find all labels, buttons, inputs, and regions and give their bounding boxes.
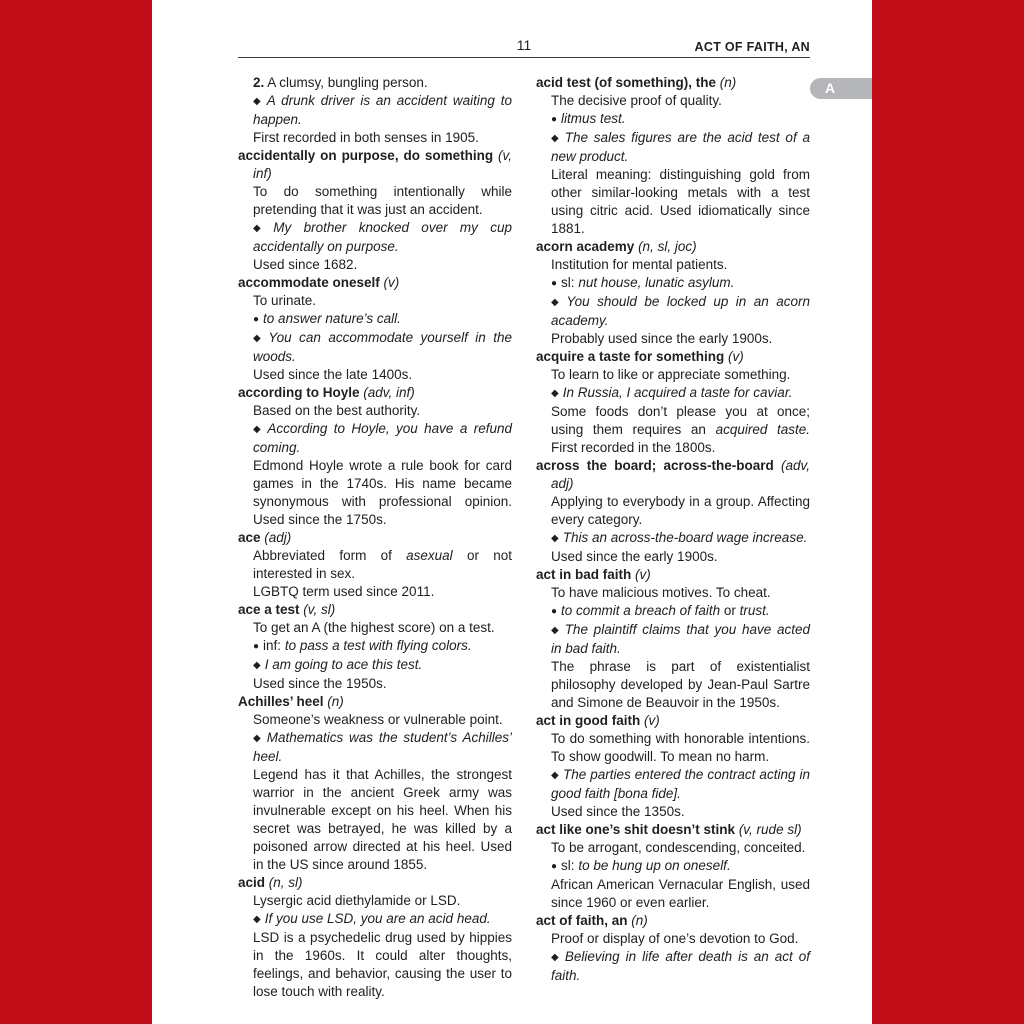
- entry-note: [253, 766, 512, 874]
- entry-note: [551, 330, 810, 348]
- dictionary-entry: [536, 912, 810, 985]
- dictionary-entry: [238, 529, 512, 601]
- entry-example: [253, 219, 512, 256]
- example-diamond-icon: ◆: [253, 424, 264, 435]
- entry-note: [551, 876, 810, 912]
- text-run: Achilles’ heel: [238, 694, 324, 709]
- example-diamond-icon: ◆: [551, 952, 561, 963]
- text-run: You can accommodate yourself in the woods.: [253, 330, 512, 364]
- entry-definition: [253, 619, 512, 637]
- text-run: act of faith, an: [536, 913, 628, 928]
- dictionary-entry: [238, 147, 512, 274]
- synonym-bullet-icon: ●: [551, 606, 558, 617]
- text-run: The parties entered the contract acting in good faith [bona fide].: [551, 767, 810, 801]
- text-block: [238, 74, 810, 1001]
- text-run: To do something intentionally while pretending that it was just an accident.: [253, 184, 512, 217]
- text-run: The plaintiff claims that you have acted in bad faith.: [551, 622, 810, 656]
- text-run: (n): [716, 75, 737, 90]
- entry-note: [253, 929, 512, 1001]
- text-run: In Russia, I acquired a taste for caviar.: [562, 385, 793, 400]
- right-red-band: [872, 0, 1024, 1024]
- entry-note: [253, 256, 512, 274]
- text-run: I am going to ace this test.: [264, 657, 423, 672]
- text-run: or not interested in sex.: [253, 548, 512, 581]
- text-run: Mathematics was the student’s Achilles’ heel.: [253, 730, 512, 764]
- entry-headword: [238, 874, 512, 892]
- text-run: acid test (of something), the: [536, 75, 717, 90]
- text-run: ace: [238, 530, 261, 545]
- index-tab-a: A: [810, 78, 872, 99]
- text-run: acorn academy: [536, 239, 635, 254]
- text-run: (n): [627, 913, 648, 928]
- text-run: Believing in life after death is an act of faith.: [551, 949, 810, 983]
- dictionary-entry: [238, 74, 512, 147]
- text-run: Lysergic acid diethylamide or LSD.: [253, 893, 461, 908]
- entry-example: [253, 92, 512, 129]
- dictionary-entry: [536, 238, 810, 348]
- text-run: 2.: [253, 75, 265, 90]
- entry-headword: [238, 529, 512, 547]
- text-run: First recorded in the 1800s.: [551, 440, 716, 455]
- entry-definition: [253, 547, 512, 583]
- text-run: Edmond Hoyle wrote a rule book for card games in the 1740s. His name became synonymous with professional opinion. Used since the 1750s.: [253, 458, 512, 527]
- entry-example: [551, 384, 810, 403]
- entry-definition: [551, 839, 810, 857]
- entry-note: [551, 803, 810, 821]
- dictionary-entry: [238, 874, 512, 1001]
- text-run: act in bad faith: [536, 567, 632, 582]
- text-run: (v): [631, 567, 651, 582]
- text-run: (v): [724, 349, 744, 364]
- dictionary-entry: [536, 457, 810, 566]
- entry-note: [551, 166, 810, 238]
- synonym-bullet-icon: ●: [551, 278, 558, 289]
- entry-headword: [238, 147, 512, 183]
- entry-example: [253, 729, 512, 766]
- example-diamond-icon: ◆: [253, 733, 263, 744]
- text-run: LSD is a psychedelic drug used by hippies in the 1960s. It could alter thoughts, feelings, and behavior, causing the user to lose touch with reality.: [253, 930, 512, 999]
- text-run: to pass a test with flying colors.: [284, 638, 472, 653]
- dictionary-entry: [536, 348, 810, 457]
- entry-headword: [238, 693, 512, 711]
- text-run: To get an A (the highest score) on a test.: [253, 620, 495, 635]
- text-run: (n, sl, joc): [634, 239, 697, 254]
- entry-example: [551, 293, 810, 330]
- text-run: According to Hoyle, you have a refund coming.: [253, 421, 512, 455]
- text-run: sl:: [561, 275, 579, 290]
- entry-headword: [238, 274, 512, 292]
- text-run: acquired taste.: [715, 422, 811, 437]
- text-run: to commit a breach of faith: [561, 603, 721, 618]
- header-rule: [238, 57, 810, 58]
- text-run: This an across-the-board wage increase.: [562, 530, 808, 545]
- text-run: sl:: [561, 858, 579, 873]
- text-run: acid: [238, 875, 266, 890]
- text-run: To have malicious motives. To cheat.: [551, 585, 771, 600]
- dictionary-entry: [238, 274, 512, 384]
- dictionary-entry: [536, 712, 810, 821]
- text-run: To urinate.: [253, 293, 317, 308]
- text-run: A clumsy, bungling person.: [264, 75, 428, 90]
- text-run: or: [720, 603, 740, 618]
- example-diamond-icon: ◆: [551, 533, 559, 544]
- entry-example: [551, 948, 810, 985]
- entry-note: [253, 129, 512, 147]
- entry-definition: [551, 930, 810, 948]
- example-diamond-icon: ◆: [551, 770, 559, 781]
- entry-example: [551, 129, 810, 166]
- text-run: accommodate oneself: [238, 275, 380, 290]
- entry-headword: [238, 384, 512, 402]
- entry-synonym: [551, 602, 810, 621]
- entry-example: [253, 656, 512, 675]
- text-run: Literal meaning: distinguishing gold from other similar-looking metals with a test using citric acid. Used idiomatically since 1881.: [551, 167, 810, 236]
- entry-note: [253, 366, 512, 384]
- text-run: (adj): [260, 530, 292, 545]
- left-red-band: [0, 0, 152, 1024]
- text-run: (adv, adj): [551, 458, 810, 491]
- text-run: A drunk driver is an accident waiting to happen.: [253, 93, 512, 127]
- example-diamond-icon: ◆: [253, 914, 261, 925]
- text-run: Based on the best authority.: [253, 403, 421, 418]
- entry-definition: [551, 366, 810, 384]
- synonym-bullet-icon: ●: [551, 114, 558, 125]
- dictionary-page: [152, 0, 872, 1024]
- text-run: Abbreviated form of: [253, 548, 407, 563]
- entry-headword: [536, 712, 810, 730]
- text-run: Legend has it that Achilles, the strongest warrior in the ancient Greek army was invulnerable except on his heel. When his secret was betrayed, he was killed by a poisoned arrow directed at his heel. Used in the US since around 1855.: [253, 767, 512, 872]
- text-run: The sales figures are the acid test of a new product.: [551, 130, 810, 164]
- text-run: (v): [640, 713, 660, 728]
- text-run: to answer nature’s call.: [263, 311, 401, 326]
- entry-definition: [253, 74, 512, 92]
- entry-headword: [536, 566, 810, 584]
- entry-headword: [238, 601, 512, 619]
- entry-definition: [253, 292, 512, 310]
- entry-example: [253, 420, 512, 457]
- text-run: (v): [379, 275, 400, 290]
- entry-definition: [551, 730, 810, 766]
- text-run: (v, inf): [253, 148, 512, 181]
- text-run: Used since the 1350s.: [551, 804, 685, 819]
- entry-example: [253, 329, 512, 366]
- text-run: To learn to like or appreciate something.: [551, 367, 791, 382]
- text-run: If you use LSD, you are an acid head.: [264, 911, 491, 926]
- text-run: (n, sl): [265, 875, 303, 890]
- entry-note: [551, 658, 810, 712]
- entry-synonym: [551, 857, 810, 876]
- text-run: LGBTQ term used since 2011.: [253, 584, 435, 599]
- example-diamond-icon: ◆: [253, 96, 263, 107]
- entry-synonym: [551, 274, 810, 293]
- text-run: Used since 1682.: [253, 257, 358, 272]
- entry-synonym: [253, 637, 512, 656]
- entry-headword: [536, 238, 810, 256]
- text-run: to be hung up on oneself.: [578, 858, 731, 873]
- entry-note: [253, 457, 512, 529]
- entry-synonym: [551, 110, 810, 129]
- text-run: according to Hoyle: [238, 385, 360, 400]
- text-run: Someone’s weakness or vulnerable point.: [253, 712, 503, 727]
- dictionary-entry: [238, 601, 512, 693]
- text-run: litmus test.: [561, 111, 626, 126]
- example-diamond-icon: ◆: [253, 660, 261, 671]
- column-right: [536, 74, 810, 1001]
- text-run: Used since the early 1900s.: [551, 549, 718, 564]
- text-run: across the board; across-the-board: [536, 458, 774, 473]
- entry-definition: [551, 92, 810, 110]
- text-run: My brother knocked over my cup accidentally on purpose.: [253, 220, 512, 254]
- synonym-bullet-icon: ●: [253, 314, 260, 325]
- text-run: Used since the 1950s.: [253, 676, 387, 691]
- text-run: Institution for mental patients.: [551, 257, 728, 272]
- text-run: ace a test: [238, 602, 300, 617]
- entry-example: [551, 766, 810, 803]
- entry-note: [551, 403, 810, 457]
- entry-definition: [253, 711, 512, 729]
- column-left: [238, 74, 512, 1001]
- text-run: (n): [323, 694, 344, 709]
- text-run: act in good faith: [536, 713, 641, 728]
- text-run: acquire a taste for something: [536, 349, 725, 364]
- text-run: African American Vernacular English, used since 1960 or even earlier.: [551, 877, 810, 910]
- entry-definition: [551, 493, 810, 529]
- text-run: The decisive proof of quality.: [551, 93, 722, 108]
- entry-definition: [551, 256, 810, 274]
- text-run: (adv, inf): [359, 385, 415, 400]
- entry-headword: [536, 348, 810, 366]
- text-run: The phrase is part of existentialist philosophy developed by Jean-Paul Sartre and Simone de Beauvoir in the 1950s.: [551, 659, 810, 710]
- text-run: Proof or display of one’s devotion to God.: [551, 931, 799, 946]
- entry-definition: [253, 892, 512, 910]
- text-run: You should be locked up in an acorn academy.: [551, 294, 810, 328]
- text-run: Probably used since the early 1900s.: [551, 331, 773, 346]
- entry-headword: [536, 74, 810, 92]
- example-diamond-icon: ◆: [551, 388, 559, 399]
- example-diamond-icon: ◆: [551, 297, 563, 308]
- entry-definition: [551, 584, 810, 602]
- synonym-bullet-icon: ●: [551, 861, 558, 872]
- entry-definition: [253, 183, 512, 219]
- running-head: ACT OF FAITH, AN: [694, 40, 810, 54]
- dictionary-entry: [238, 384, 512, 529]
- text-run: inf:: [263, 638, 285, 653]
- text-run: trust.: [739, 603, 770, 618]
- page-number: 11: [516, 37, 532, 53]
- entry-headword: [536, 912, 810, 930]
- text-run: (v, sl): [299, 602, 336, 617]
- text-run: Applying to everybody in a group. Affecting every category.: [551, 494, 810, 527]
- entry-synonym: [253, 310, 512, 329]
- text-run: Some foods don’t please you at once; using them requires an: [551, 404, 810, 437]
- entry-headword: [536, 457, 810, 493]
- text-run: accidentally on purpose, do something: [238, 148, 494, 163]
- text-run: First recorded in both senses in 1905.: [253, 130, 479, 145]
- entry-definition: [253, 402, 512, 420]
- entry-note: [253, 583, 512, 601]
- entry-headword: [536, 821, 810, 839]
- example-diamond-icon: ◆: [253, 333, 265, 344]
- example-diamond-icon: ◆: [551, 133, 561, 144]
- entry-note: [253, 675, 512, 693]
- text-run: nut house, lunatic asylum.: [578, 275, 735, 290]
- text-run: (v, rude sl): [735, 822, 802, 837]
- example-diamond-icon: ◆: [253, 223, 270, 234]
- text-run: Used since the late 1400s.: [253, 367, 413, 382]
- text-run: act like one’s shit doesn’t stink: [536, 822, 736, 837]
- entry-example: [551, 621, 810, 658]
- example-diamond-icon: ◆: [551, 625, 561, 636]
- dictionary-entry: [536, 821, 810, 912]
- dictionary-entry: [238, 693, 512, 874]
- entry-example: [551, 529, 810, 548]
- text-run: To do something with honorable intentions. To show goodwill. To mean no harm.: [551, 731, 810, 764]
- dictionary-entry: [536, 566, 810, 712]
- entry-note: [551, 548, 810, 566]
- synonym-bullet-icon: ●: [253, 641, 260, 652]
- text-run: asexual: [406, 548, 453, 563]
- dictionary-entry: [536, 74, 810, 238]
- text-run: To be arrogant, condescending, conceited.: [551, 840, 806, 855]
- entry-example: [253, 910, 512, 929]
